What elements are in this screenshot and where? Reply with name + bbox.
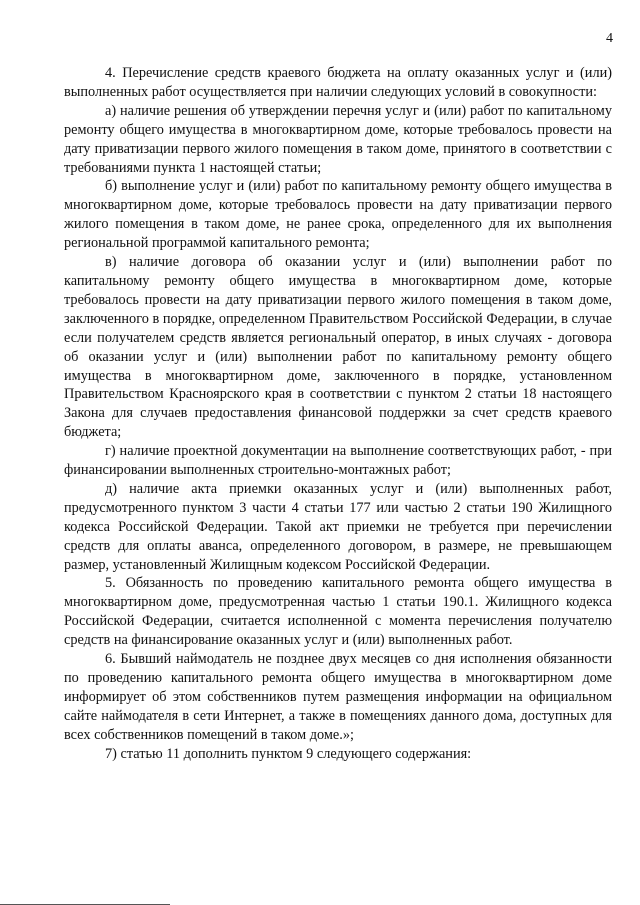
paragraph-7: 7) статью 11 дополнить пунктом 9 следующего содержания: xyxy=(105,745,472,762)
document-body xyxy=(64,64,612,764)
paragraph-4-v: в) наличие договора об оказании услуг и (или) выполнении работ по капитальному ремонту общего имущества в многоквартирном доме, которые требовалось провести на дату приватизации первого жилого помещения в таком доме, заключенного в порядке, определенном Правительством Российской Федерации, в случае если получателем средств является региональный оператор, в иных случаях - договора об оказании услуг и (или) выполнении работ по капитальному ремонту общего имущества в многоквартирном доме, заключенного в порядке, установленном Правительством Красноярского края в соответствии с пунктом 2 статьи 18 настоящего Закона для случаев предоставления финансовой поддержки за счет средств краевого бюджета; xyxy=(64,254,612,441)
paragraph-4: 4. Перечисление средств краевого бюджета на оплату оказанных услуг и (или) выполненных работ осуществляется при наличии следующих условий в совокупности: xyxy=(64,65,612,100)
paragraph-6: 6. Бывший наймодатель не позднее двух месяцев со дня исполнения обязанности по проведению капитального ремонта общего имущества в многоквартирном доме информирует об этом собственников путем размещения информации на официальном сайте наймодателя в сети Интернет, а также в помещениях данного дома, доступных для всех собственников помещений в таком доме.»; xyxy=(64,651,612,743)
paragraph-4-b: б) выполнение услуг и (или) работ по капитальному ремонту общего имущества в многоквартирном доме, которые требовалось провести на дату приватизации первого жилого помещения в таком доме, не ранее срока, определенного для их выполнения региональной программой капитального ремонта; xyxy=(64,178,612,252)
paragraph-4-d: д) наличие акта приемки оказанных услуг и (или) выполненных работ, предусмотренного пунктом 3 части 4 статьи 177 или частью 2 статьи 190 Жилищного кодекса Российской Федерации. Такой акт приемки не требуется при перечислении средств для оплаты аванса, определенного договором, в размере, не превышающем размер, установленный Жилищным кодексом Российской Федерации. xyxy=(64,480,612,573)
page-number: 4 xyxy=(606,31,613,46)
paragraph-4-g: г) наличие проектной документации на выполнение соответствующих работ, - при финансировании выполненных строительно-монтажных работ; xyxy=(64,443,612,479)
paragraph-5: 5. Обязанность по проведению капитального ремонта общего имущества в многоквартирном доме, предусмотренная частью 1 статьи 190.1. Жилищного кодекса Российской Федерации, считается исполненной с момента перечисления получателю средств на финансирование оказанных услуг и (или) выполненных работ. xyxy=(64,575,612,649)
paragraph-4-a: а) наличие решения об утверждении перечня услуг и (или) работ по капитальному ремонту общего имущества в многоквартирном доме, которые требовалось провести на дату приватизации первого жилого помещения в таком доме, принятого в соответствии с требованиями пункта 1 настоящей статьи; xyxy=(64,102,612,176)
